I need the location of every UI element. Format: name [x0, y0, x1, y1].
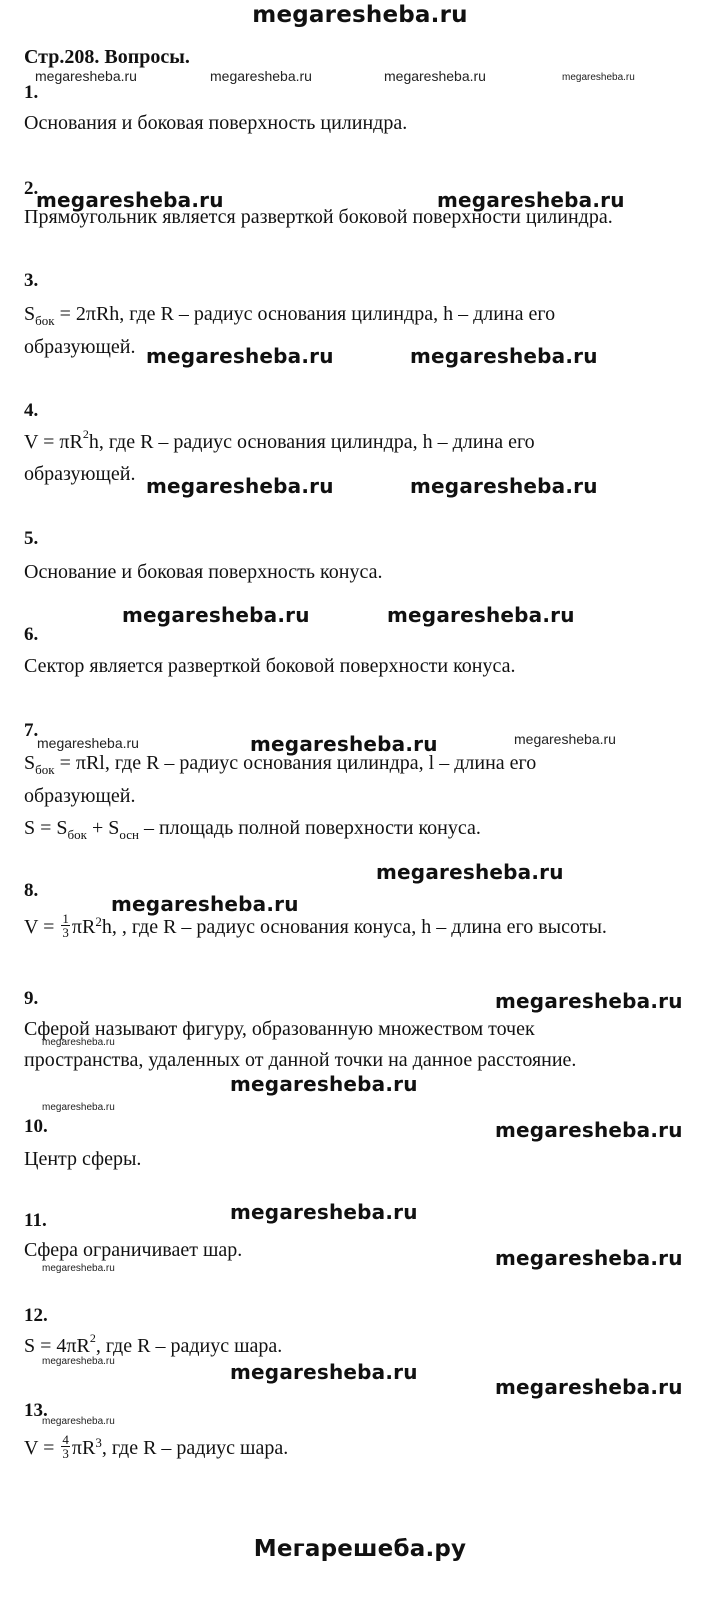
watermark-text: megaresheba.ru: [42, 1263, 115, 1274]
watermark-text: megaresheba.ru: [230, 1200, 418, 1224]
answer-number: 11.: [24, 1210, 47, 1231]
answer-number: 1.: [24, 82, 39, 103]
answer-number: 8.: [24, 880, 39, 901]
answer-number: 6.: [24, 624, 39, 645]
fraction: $\frac{4}{3}$: [62, 1432, 69, 1461]
watermark-text: megaresheba.ru: [146, 474, 334, 498]
answer-text: Прямоугольник является разверткой боковой поверхности цилиндра.: [24, 206, 613, 228]
watermark-text: megaresheba.ru: [35, 68, 137, 84]
watermark-text: megaresheba.ru: [495, 1246, 683, 1270]
answer-text: пространства, удаленных от данной точки на данное расстояние.: [24, 1049, 577, 1071]
answer-number: 10.: [24, 1116, 48, 1137]
answer-text: Основания и боковая поверхность цилиндра.: [24, 112, 408, 134]
watermark-text: megaresheba.ru: [562, 72, 635, 83]
answer-text: Сферой называют фигуру, образованную множеством точек: [24, 1018, 535, 1040]
watermark-text: megaresheba.ru: [495, 1375, 683, 1399]
site-footer: Мегарешеба.ру: [253, 1536, 467, 1562]
answer-text: образующей.: [24, 785, 136, 807]
watermark-text: megaresheba.ru: [42, 1102, 115, 1113]
watermark-text: megaresheba.ru: [384, 68, 486, 84]
answer-formula: V = $\frac{1}{3}$ $\pi R^2h$, , где R – радиус основания конуса, h – длина его высоты.: [24, 911, 607, 940]
answer-number: 3.: [24, 270, 39, 291]
answer-number: 13.: [24, 1400, 48, 1421]
site-header: megaresheba.ru: [252, 2, 468, 28]
watermark-text: megaresheba.ru: [42, 1037, 115, 1048]
answer-formula: V = $\frac{4}{3}$ $\pi R^3$, где R – радиус шара.: [24, 1432, 289, 1461]
answer-formula: $V = \pi R^2h$, где R – радиус основания цилиндра, h – длина его: [24, 427, 535, 453]
watermark-text: megaresheba.ru: [111, 892, 299, 916]
watermark-text: megaresheba.ru: [42, 1416, 115, 1427]
watermark-text: megaresheba.ru: [36, 188, 224, 212]
watermark-text: megaresheba.ru: [514, 731, 616, 747]
watermark-text: megaresheba.ru: [210, 68, 312, 84]
watermark-text: megaresheba.ru: [495, 989, 683, 1013]
answer-text: Центр сферы.: [24, 1148, 142, 1170]
answer-number: 5.: [24, 528, 39, 549]
watermark-text: megaresheba.ru: [410, 474, 598, 498]
watermark-text: megaresheba.ru: [230, 1360, 418, 1384]
watermark-text: megaresheba.ru: [376, 860, 564, 884]
answer-formula: $S_{бок} = \pi Rl$, где R – радиус основания цилиндра, l – длина его: [24, 752, 537, 777]
watermark-text: megaresheba.ru: [42, 1356, 115, 1367]
answer-text: Сектор является разверткой боковой поверхности конуса.: [24, 655, 516, 677]
answer-text: образующей.: [24, 463, 136, 485]
answer-number: 12.: [24, 1305, 48, 1326]
answer-text: образующей.: [24, 336, 136, 358]
watermark-text: megaresheba.ru: [37, 735, 139, 751]
answer-formula: $S = S_{бок} + S_{осн}$ – площадь полной поверхности конуса.: [24, 817, 481, 842]
watermark-text: megaresheba.ru: [122, 603, 310, 627]
fraction: $\frac{1}{3}$: [62, 911, 69, 940]
answer-number: 2.: [24, 178, 39, 199]
answer-formula: $S = 4\pi R^2$, где R – радиус шара.: [24, 1331, 283, 1357]
watermark-text: megaresheba.ru: [495, 1118, 683, 1142]
watermark-text: megaresheba.ru: [387, 603, 575, 627]
page-title: Стр.208. Вопросы.: [24, 46, 190, 68]
watermark-text: megaresheba.ru: [146, 344, 334, 368]
watermark-text: megaresheba.ru: [410, 344, 598, 368]
answer-number: 4.: [24, 400, 39, 421]
watermark-text: megaresheba.ru: [250, 732, 438, 756]
answer-text: Основание и боковая поверхность конуса.: [24, 561, 383, 583]
watermark-text: megaresheba.ru: [230, 1072, 418, 1096]
watermark-text: megaresheba.ru: [437, 188, 625, 212]
answer-text: Сфера ограничивает шар.: [24, 1239, 243, 1261]
answer-formula: $S_{бок} = 2\pi Rh$, где R – радиус основания цилиндра, h – длина его: [24, 303, 556, 328]
answer-number: 9.: [24, 988, 39, 1009]
answer-number: 7.: [24, 720, 39, 741]
